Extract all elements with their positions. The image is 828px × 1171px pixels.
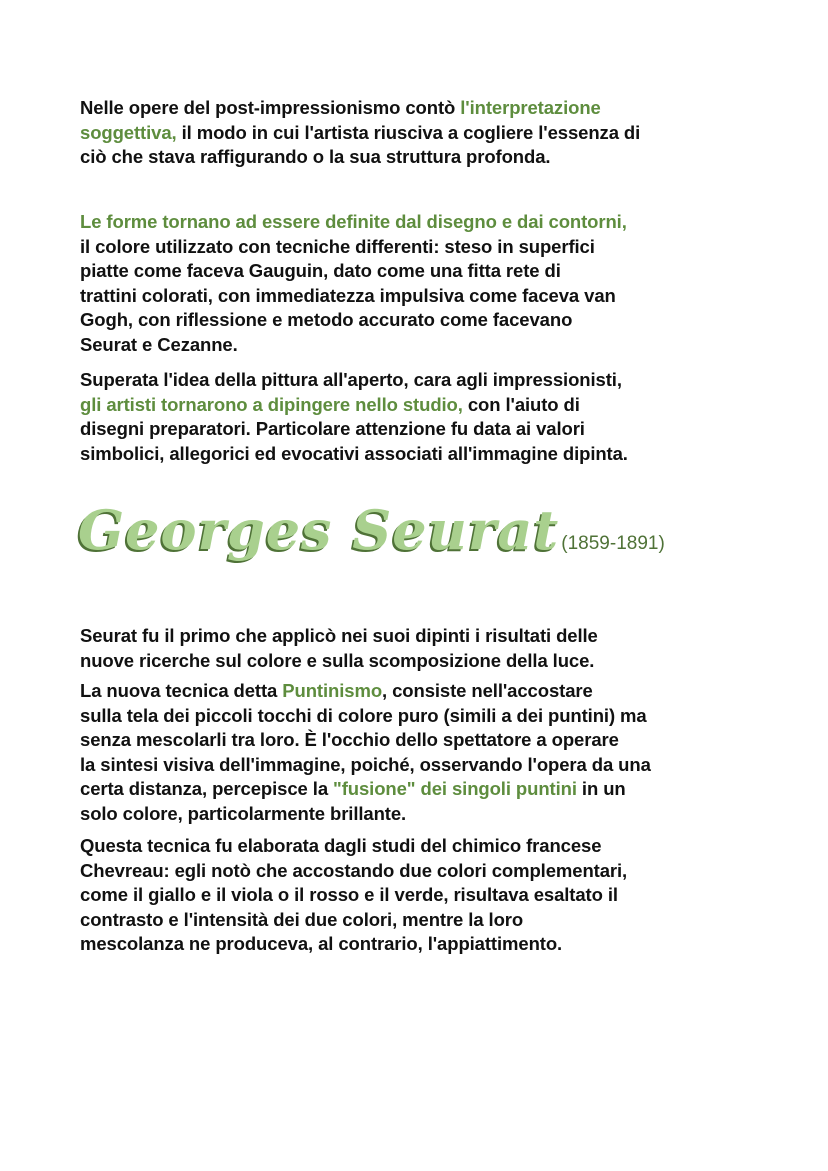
text-segment: La nuova tecnica detta bbox=[80, 680, 283, 701]
text-segment: , consiste nell'accostare bbox=[382, 680, 593, 701]
highlighted-text: Puntinismo bbox=[282, 680, 383, 701]
text-line bbox=[80, 393, 628, 418]
paragraph-studio bbox=[80, 368, 628, 466]
text-segment: senza mescolarli tra loro. È l'occhio dello spettatore a operare bbox=[80, 729, 619, 751]
text-line bbox=[80, 259, 627, 284]
highlighted-text: soggettiva, bbox=[80, 121, 177, 143]
text-line bbox=[80, 704, 651, 729]
text-line bbox=[80, 802, 651, 827]
text-segment: la sintesi visiva dell'immagine, poiché, osservando l'opera da una bbox=[80, 753, 651, 775]
paragraph-chevreau bbox=[80, 834, 627, 957]
text-segment: ciò che stava raffigurando o la sua struttura profonda. bbox=[80, 146, 551, 168]
text-line bbox=[80, 284, 627, 309]
text-line bbox=[80, 649, 598, 674]
paragraph-seurat-intro bbox=[80, 624, 598, 673]
text-segment: certa distanza, percepisce la bbox=[80, 778, 334, 800]
text-segment: mescolanza ne produceva, al contrario, l'appiattimento. bbox=[80, 933, 563, 955]
highlighted-text: gli artisti tornarono a dipingere nello studio, bbox=[80, 393, 463, 415]
text-line bbox=[80, 145, 640, 170]
text-segment: Chevreau: egli notò che accostando due colori complementari, bbox=[80, 859, 628, 881]
heading-years: (1859-1891) bbox=[561, 533, 665, 554]
text-segment: come il giallo e il viola o il rosso e il verde, risultava esaltato il bbox=[80, 884, 618, 906]
text-line bbox=[80, 679, 651, 704]
text-segment: solo colore, particolarmente brillante. bbox=[80, 802, 407, 824]
text-line bbox=[80, 728, 651, 753]
text-segment: Superata l'idea della pittura all'aperto, cara agli impressionisti, bbox=[80, 369, 622, 390]
text-segment: il colore utilizzato con tecniche differenti: steso in superfici bbox=[80, 235, 595, 257]
text-line bbox=[80, 624, 598, 649]
text-segment: trattini colorati, con immediatezza impulsiva come faceva van bbox=[80, 284, 616, 306]
text-segment: Gogh, con riflessione e metodo accurato come facevano bbox=[80, 309, 573, 331]
text-line bbox=[80, 210, 627, 235]
text-line bbox=[80, 777, 651, 802]
text-line bbox=[80, 308, 627, 333]
text-segment: Nelle opere del post-impressionismo contò bbox=[80, 97, 461, 118]
text-segment: Questa tecnica fu elaborata dagli studi del chimico francese bbox=[80, 835, 602, 856]
text-line bbox=[80, 883, 627, 908]
text-segment: Seurat e Cezanne. bbox=[80, 333, 238, 355]
highlighted-text: "fusione" dei singoli puntini bbox=[333, 778, 577, 800]
paragraph-puntinismo bbox=[80, 679, 651, 827]
heading-name: Georges Seurat bbox=[78, 498, 560, 562]
text-line bbox=[80, 333, 627, 358]
text-segment: sulla tela dei piccoli tocchi di colore puro (simili a dei puntini) ma bbox=[80, 704, 647, 726]
text-line bbox=[80, 753, 651, 778]
text-segment: simbolici, allegorici ed evocativi associati all'immagine dipinta. bbox=[80, 442, 628, 464]
text-line bbox=[80, 121, 640, 146]
text-line bbox=[80, 96, 640, 121]
text-line bbox=[80, 235, 627, 260]
paragraph-forms-and-color bbox=[80, 210, 627, 358]
text-line bbox=[80, 859, 627, 884]
text-segment: piatte come faceva Gauguin, dato come una fitta rete di bbox=[80, 260, 561, 282]
text-line bbox=[80, 442, 628, 467]
paragraph-post-impressionism bbox=[80, 96, 640, 170]
text-segment: disegni preparatori. Particolare attenzione fu data ai valori bbox=[80, 418, 585, 440]
text-segment: in un bbox=[576, 778, 626, 800]
text-line bbox=[80, 932, 627, 957]
text-line bbox=[80, 368, 628, 393]
text-line bbox=[80, 834, 627, 859]
text-line bbox=[80, 417, 628, 442]
text-segment: con l'aiuto di bbox=[462, 393, 580, 415]
text-segment: contrasto e l'intensità dei due colori, mentre la loro bbox=[80, 908, 524, 930]
text-segment: il modo in cui l'artista riusciva a cogliere l'essenza di bbox=[176, 121, 641, 143]
section-heading bbox=[78, 498, 665, 562]
highlighted-text: l'interpretazione bbox=[460, 97, 601, 118]
text-segment: Seurat fu il primo che applicò nei suoi dipinti i risultati delle bbox=[80, 625, 598, 646]
highlighted-text: Le forme tornano ad essere definite dal disegno e dai contorni, bbox=[80, 211, 627, 232]
text-segment: nuove ricerche sul colore e sulla scomposizione della luce. bbox=[80, 649, 595, 671]
text-line bbox=[80, 908, 627, 933]
